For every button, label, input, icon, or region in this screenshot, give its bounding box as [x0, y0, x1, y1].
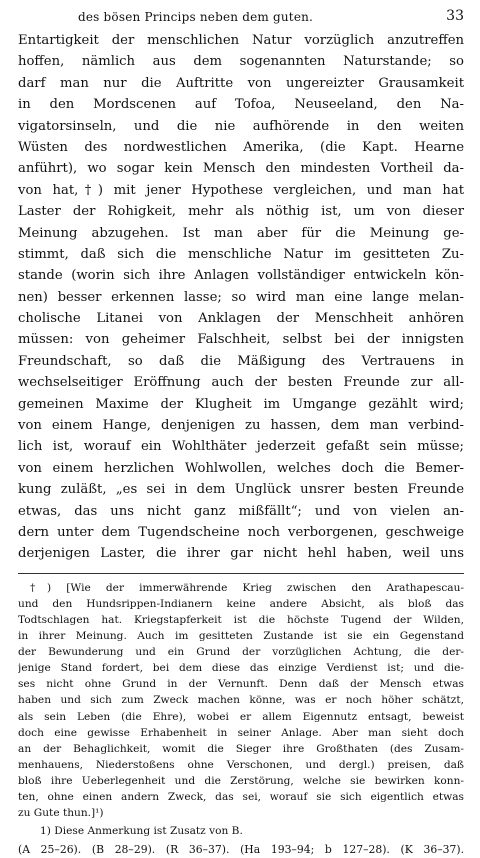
page-header — [18, 6, 464, 30]
text-line: nen) besser erkennen lasse; so wird man eine lange melan- — [18, 289, 464, 305]
text-line: cholische Litanei von Anklagen der Menschheit anhören — [18, 311, 464, 327]
text-line: von einem herzlichen Wohlwollen, welches doch die Bemer- — [18, 460, 464, 476]
footnote — [18, 580, 464, 821]
footnote-line: menhauens, Niederstoßens ohne Verschonen, und dergl.) preisen, daß — [18, 758, 464, 771]
page-number: 33 — [446, 8, 464, 24]
text-line: Laster der Rohigkeit, mehr als nöthig ist, um von dieser — [18, 204, 464, 220]
footnote-line: und den Hundsrippen-Indianern keine andere Absicht, als bloß das — [18, 597, 464, 610]
footnote-line: †) [Wie der immerwährende Krieg zwischen den Arathapescau- — [30, 581, 464, 594]
footnote-line: bloß ihre Ueberlegenheit und die Zerstörung, welche sie bewirken konn- — [18, 774, 464, 787]
text-line: stande (worin sich ihre Anlagen vollständiger entwickeln kön- — [18, 268, 464, 284]
text-line: lich ist, worauf ein Wohlthäter jederzeit gefaßt sein müsse; — [18, 439, 464, 455]
text-line: stimmt, daß sich die menschliche Natur im gesitteten Zu- — [18, 246, 464, 262]
edition-references: (A 25–26). (B 28–29). (R 36–37). (Ha 193–94; b 127–28). (K 36–37). — [18, 843, 464, 857]
footnote-divider — [18, 573, 464, 574]
footnote-line: doch eine gewisse Erhabenheit in seiner Anlage. Aber man sieht doch — [18, 726, 464, 739]
text-line: etwas, das uns nicht ganz mißfällt“; und von vielen an- — [18, 503, 464, 519]
footnote-line: an der Behaglichkeit, womit die Sieger ihre Großthaten (des Zusam- — [18, 742, 464, 755]
text-line: anführt), wo sogar kein Mensch den mindesten Vortheil da- — [18, 161, 464, 177]
text-line: in den Mordscenen auf Tofoa, Neuseeland, den Na- — [18, 97, 464, 113]
footnote-line: ten, ohne einen andern Zweck, das sei, worauf sie sich eigentlich etwas — [18, 790, 464, 803]
text-line: Entartigkeit der menschlichen Natur vorzüglich anzutreffen — [18, 33, 464, 48]
footnote-line: in ihrer Meinung. Auch im gesitteten Zustande ist sie ein Gegenstand — [18, 630, 464, 643]
footnote-line: zu Gute thun.]¹) — [18, 807, 104, 820]
text-line: gemeinen Maxime der Klugheit im Umgange gezählt wird; — [18, 396, 464, 412]
footnote-line: der Bewunderung und ein Grund der vorzüglichen Achtung, die der- — [18, 646, 464, 659]
text-line: von einem Hange, denjenigen zu hassen, dem man verbind- — [18, 418, 464, 434]
text-line: kung zuläßt, „es sei in dem Unglück unsrer besten Freunde — [18, 482, 464, 498]
text-line: hoffen, nämlich aus dem sogenannten Naturstande; so — [18, 54, 464, 70]
footnote-line: Todtschlagen hat. Kriegstapferkeit ist die höchste Tugend der Wilden, — [18, 613, 464, 626]
text-line: Meinung abzugehen. Ist man aber für die Meinung ge- — [18, 225, 464, 241]
text-line: wechselseitiger Eröffnung auch der besten Freunde zur all- — [18, 375, 464, 391]
page — [18, 6, 464, 858]
text-line: derjenigen Laster, die ihrer gar nicht hehl haben, weil uns — [18, 546, 464, 562]
text-line: müssen: von geheimer Falschheit, selbst bei der innigsten — [18, 332, 464, 348]
text-line: darf man nur die Auftritte von ungereizter Grausamkeit — [18, 75, 464, 91]
text-line: Wüsten des nordwestlichen Amerika, (die Kapt. Hearne — [18, 139, 464, 155]
text-line: vigatorsinseln, und die nie aufhörende in den weiten — [18, 118, 464, 134]
running-head: des bösen Princips neben dem guten. — [78, 10, 314, 24]
main-text — [18, 30, 464, 565]
footnote-line: ses nicht ohne Grund in der Vernunft. Denn daß der Mensch etwas — [18, 678, 464, 691]
footnote-line: als sein Leben (die Ehre), wobei er allem Eigennutz entsagt, beweist — [18, 710, 464, 723]
footnote-line: jenige Stand fordert, bei dem diese das einzige Verdienst ist; und die- — [18, 662, 464, 675]
editorial-note: 1) Diese Anmerkung ist Zusatz von B. — [40, 825, 243, 838]
text-line: von hat,†) mit jener Hypothese vergleichen, und man hat — [18, 182, 464, 198]
footnote-line: haben und sich zum Zweck machen könne, was er noch höher schätzt, — [18, 694, 464, 707]
text-line: dern unter dem Tugendscheine noch verborgenen, geschweige — [18, 524, 464, 540]
text-line: Freundschaft, so daß die Mäßigung des Vertrauens in — [18, 353, 464, 369]
